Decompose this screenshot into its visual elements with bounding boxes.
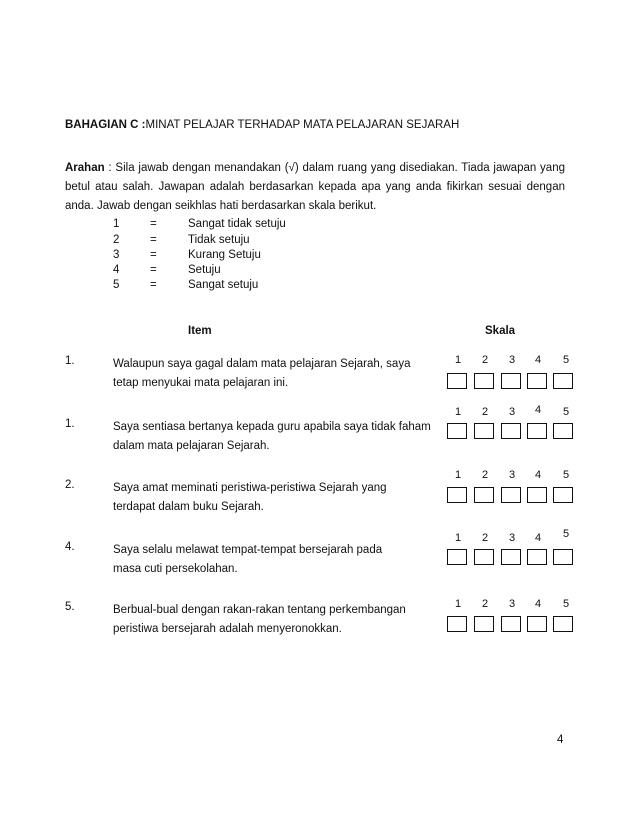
scale-number: 1 xyxy=(454,406,462,418)
scale-checkbox-4[interactable] xyxy=(527,373,547,389)
scale-number: 4 xyxy=(534,532,542,544)
scale-checkbox-2[interactable] xyxy=(474,487,494,503)
scale-legend-num: 4 xyxy=(113,264,120,276)
instructions xyxy=(65,159,565,216)
scale-checkbox-3[interactable] xyxy=(501,487,521,503)
scale-number: 5 xyxy=(562,598,570,610)
scale-legend-eq: = xyxy=(150,264,157,276)
scale-legend-num: 3 xyxy=(113,249,120,261)
section-title xyxy=(65,119,459,131)
scale-number: 4 xyxy=(534,354,542,366)
scale-number: 3 xyxy=(508,406,516,418)
scale-legend-desc: Tidak setuju xyxy=(188,234,250,246)
scale-legend-desc: Sangat tidak setuju xyxy=(188,218,286,230)
scale-legend-eq: = xyxy=(150,249,157,261)
scale-checkboxes xyxy=(447,423,577,441)
scale-numbers xyxy=(447,528,577,546)
scale-number: 5 xyxy=(562,354,570,366)
scale-number: 1 xyxy=(454,354,462,366)
question-text: Saya amat meminati peristiwa-peristiwa Sejarah yang terdapat dalam buku Sejarah. xyxy=(113,482,387,513)
scale-number: 2 xyxy=(481,406,489,418)
scale-number: 4 xyxy=(534,469,542,481)
scale-legend-desc: Sangat setuju xyxy=(188,279,259,291)
scale-number: 3 xyxy=(508,598,516,610)
scale-checkbox-4[interactable] xyxy=(527,423,547,439)
scale-number: 2 xyxy=(481,354,489,366)
page-number: 4 xyxy=(557,734,564,746)
question-text: Saya sentiasa bertanya kepada guru apabila saya tidak faham dalam mata pelajaran Sejarah. xyxy=(113,421,431,452)
scale-number: 3 xyxy=(508,469,516,481)
scale-column-header: Skala xyxy=(485,325,516,337)
scale-checkbox-4[interactable] xyxy=(527,487,547,503)
question-text: Berbual-bual dengan rakan-rakan tentang perkembangan peristiwa bersejarah adalah menyeronokkan. xyxy=(113,604,406,635)
scale-legend-eq: = xyxy=(150,279,157,291)
scale-checkbox-1[interactable] xyxy=(447,487,467,503)
scale-number: 2 xyxy=(481,598,489,610)
scale-checkbox-5[interactable] xyxy=(553,423,573,439)
question-number: 2. xyxy=(65,479,75,491)
scale-checkbox-2[interactable] xyxy=(474,423,494,439)
scale-checkbox-3[interactable] xyxy=(501,373,521,389)
scale-numbers xyxy=(447,469,577,483)
scale-number: 5 xyxy=(562,528,570,540)
scale-checkbox-5[interactable] xyxy=(553,549,573,565)
scale-number: 4 xyxy=(534,598,542,610)
scale-checkbox-4[interactable] xyxy=(527,549,547,565)
question-number: 5. xyxy=(65,601,75,613)
item-column-header: Item xyxy=(188,325,212,337)
scale-checkbox-2[interactable] xyxy=(474,616,494,632)
scale-legend-eq: = xyxy=(150,218,157,230)
section-heading: MINAT PELAJAR TERHADAP MATA PELAJARAN SEJARAH xyxy=(145,119,460,131)
question-number: 1. xyxy=(65,355,75,367)
scale-legend-eq: = xyxy=(150,234,157,246)
scale-legend-num: 1 xyxy=(113,218,120,230)
scale-legend-desc: Kurang Setuju xyxy=(188,249,261,261)
scale-checkbox-3[interactable] xyxy=(501,549,521,565)
question-text: Walaupun saya gagal dalam mata pelajaran Sejarah, saya tetap menyukai mata pelajaran ini. xyxy=(113,358,411,389)
scale-legend-num: 5 xyxy=(113,279,120,291)
scale-number: 1 xyxy=(454,532,462,544)
scale-checkbox-1[interactable] xyxy=(447,616,467,632)
instructions-label: Arahan xyxy=(65,162,105,174)
scale-number: 4 xyxy=(534,404,542,416)
scale-checkbox-5[interactable] xyxy=(553,373,573,389)
scale-checkbox-1[interactable] xyxy=(447,423,467,439)
scale-number: 2 xyxy=(481,469,489,481)
scale-number: 5 xyxy=(562,469,570,481)
scale-checkbox-1[interactable] xyxy=(447,373,467,389)
scale-numbers xyxy=(447,406,577,420)
scale-number: 3 xyxy=(508,532,516,544)
scale-checkboxes xyxy=(447,487,577,505)
scale-legend-desc: Setuju xyxy=(188,264,221,276)
scale-checkbox-2[interactable] xyxy=(474,549,494,565)
scale-checkbox-1[interactable] xyxy=(447,549,467,565)
scale-numbers xyxy=(447,598,577,612)
scale-number: 1 xyxy=(454,469,462,481)
scale-number: 5 xyxy=(562,406,570,418)
scale-checkbox-3[interactable] xyxy=(501,423,521,439)
scale-legend-num: 2 xyxy=(113,234,120,246)
scale-checkboxes xyxy=(447,373,577,391)
scale-numbers xyxy=(447,354,577,368)
scale-number: 2 xyxy=(481,532,489,544)
scale-checkbox-2[interactable] xyxy=(474,373,494,389)
section-label: BAHAGIAN C : xyxy=(65,119,146,131)
question-text: Saya selalu melawat tempat-tempat bersejarah pada masa cuti persekolahan. xyxy=(113,544,383,575)
scale-checkboxes xyxy=(447,549,577,567)
scale-checkboxes xyxy=(447,616,577,634)
question-number: 1. xyxy=(65,418,75,430)
scale-checkbox-3[interactable] xyxy=(501,616,521,632)
scale-number: 1 xyxy=(454,598,462,610)
scale-checkbox-5[interactable] xyxy=(553,487,573,503)
scale-number: 3 xyxy=(508,354,516,366)
instructions-text: : Sila jawab dengan menandakan (√) dalam ruang yang disediakan. Tiada jawapan yang betul atau salah. Jawapan adalah berdasarkan kepada apa yang anda fikirkan sesuai dengan anda. Jawab dengan seikhlas hati berdasarkan skala berikut. xyxy=(65,162,565,212)
question-number: 4. xyxy=(65,541,75,553)
scale-checkbox-5[interactable] xyxy=(553,616,573,632)
scale-checkbox-4[interactable] xyxy=(527,616,547,632)
